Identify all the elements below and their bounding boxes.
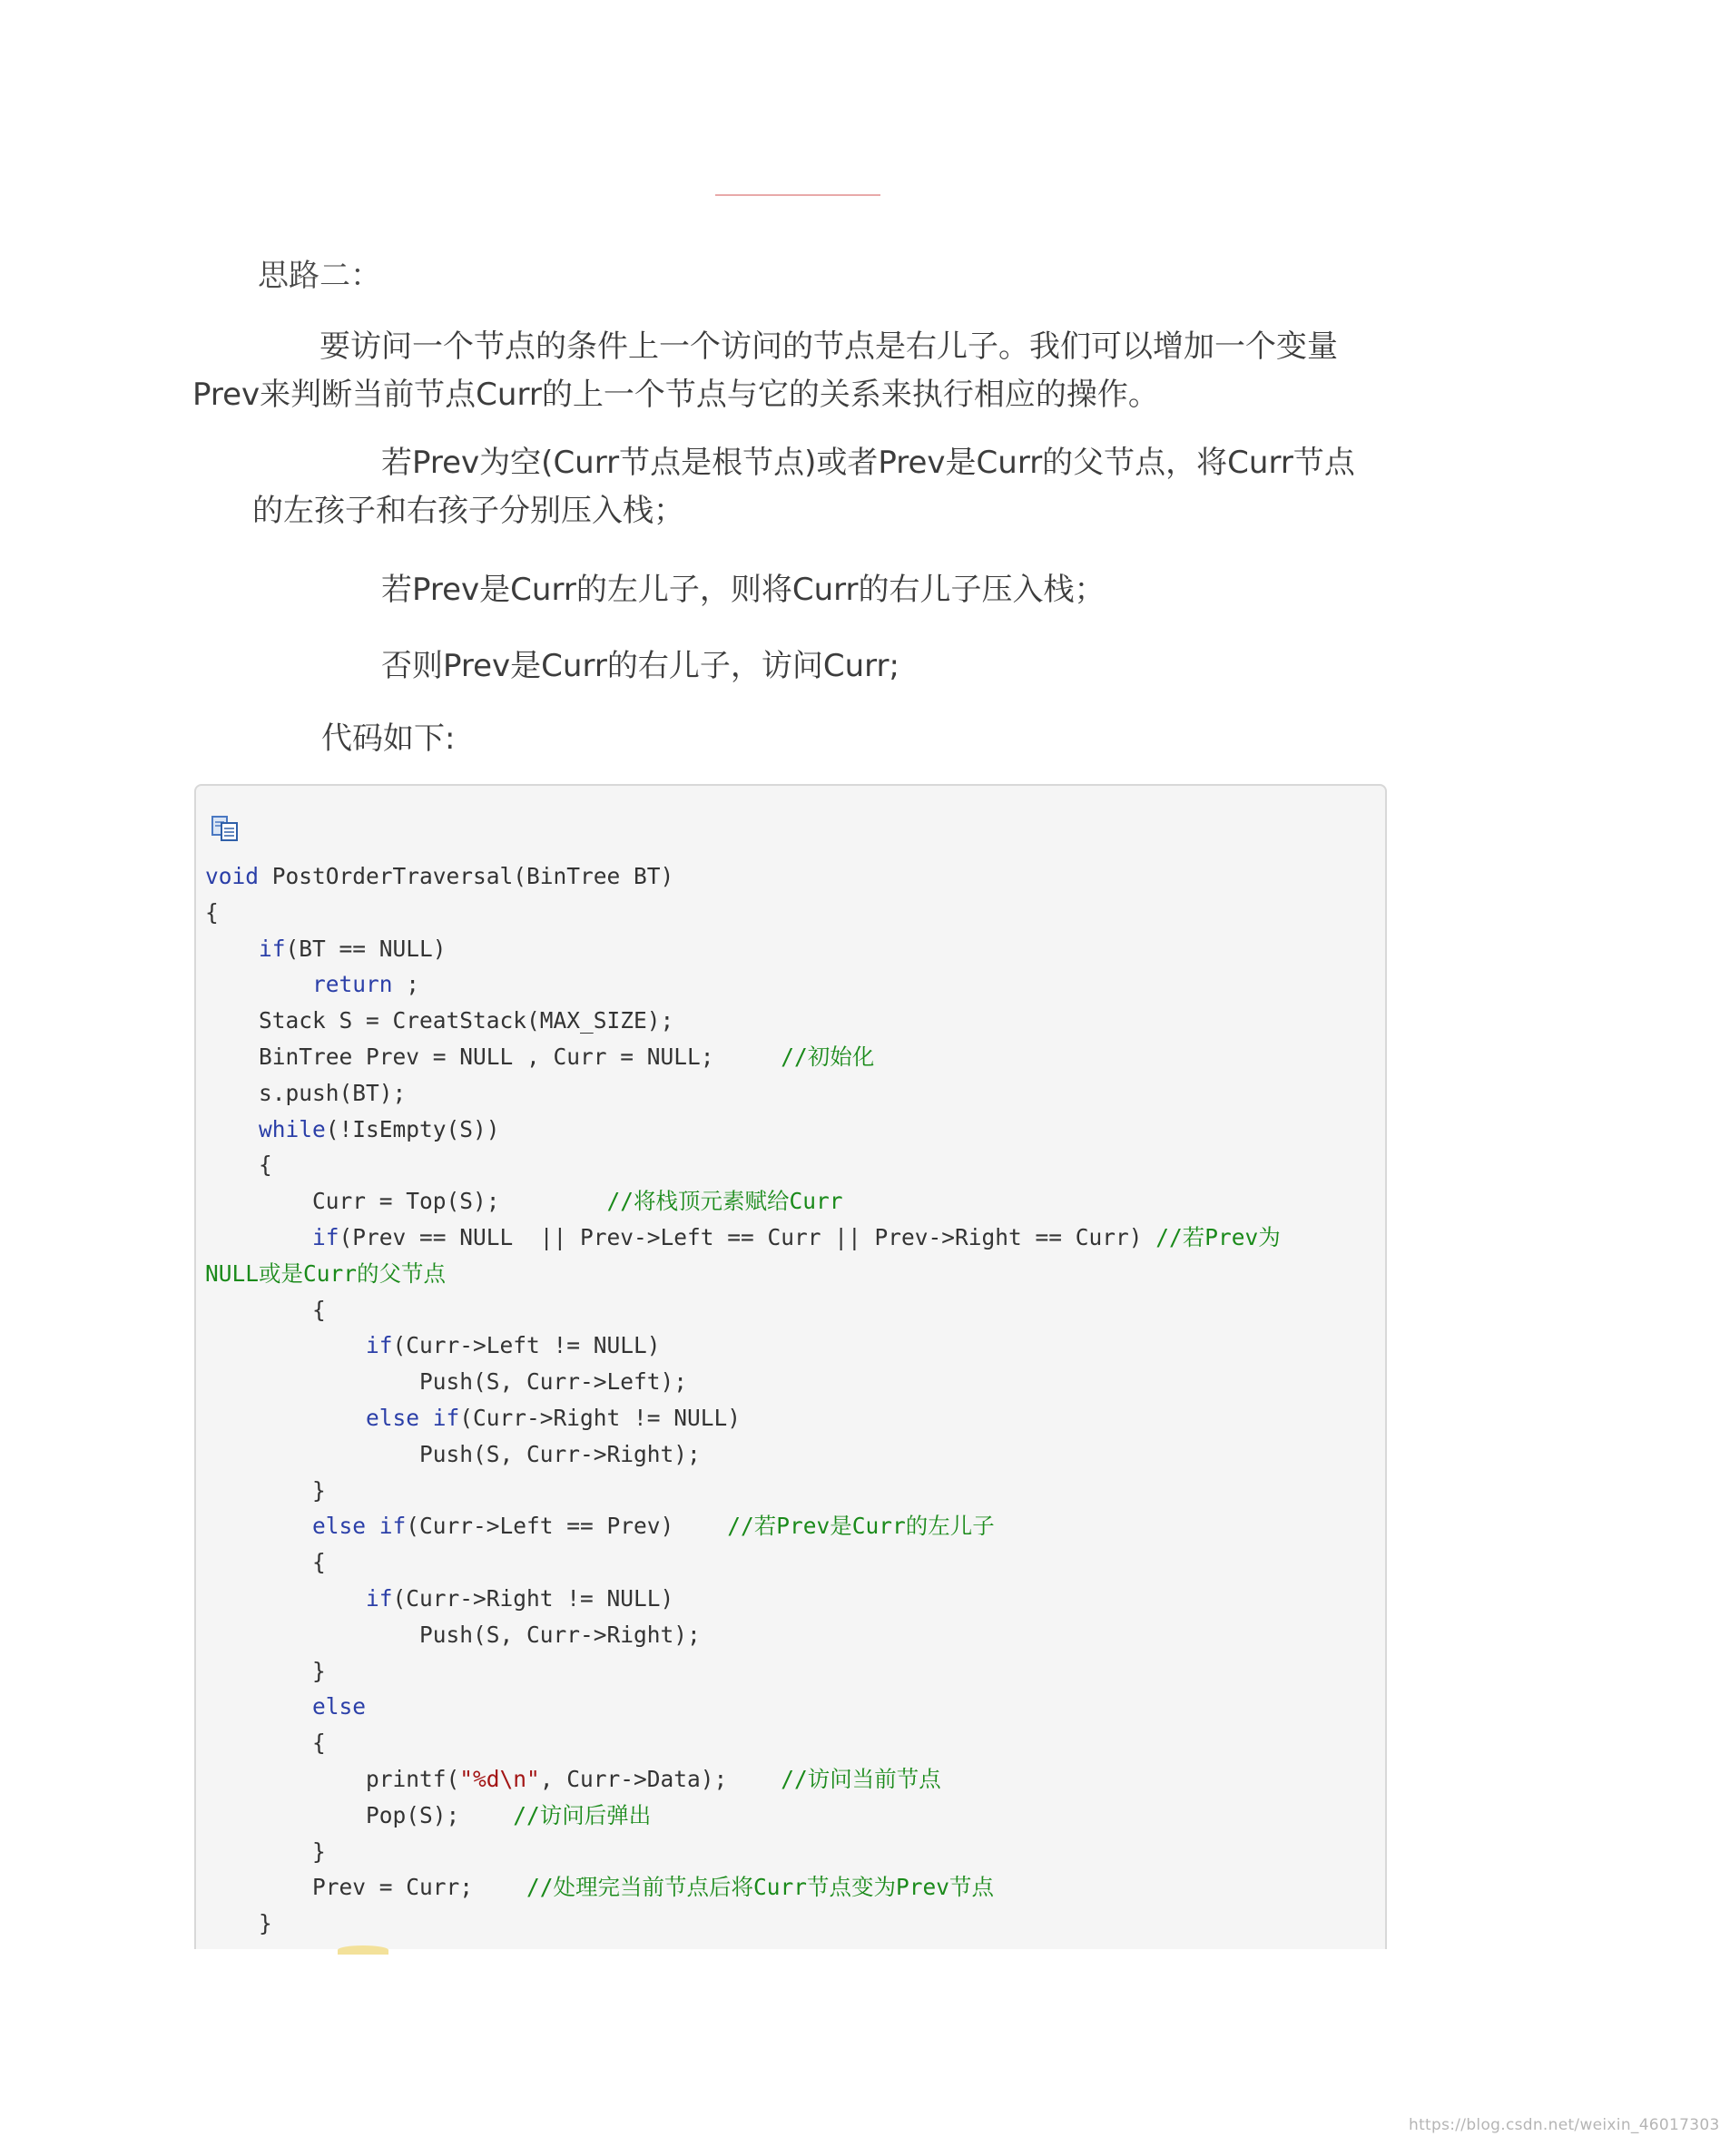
code-line: if(BT == NULL)	[259, 935, 447, 962]
code-line: Push(S, Curr->Right);	[205, 1440, 701, 1467]
code-line: BinTree Prev = NULL , Curr = NULL; //初始化	[205, 1043, 875, 1070]
code-line: if(Curr->Left != NULL)	[366, 1332, 661, 1359]
code-line: {	[205, 1296, 326, 1323]
code-line: NULL或是Curr的父节点	[205, 1259, 447, 1287]
watermark: https://blog.csdn.net/weixin_46017303	[1409, 2116, 1720, 2134]
code-line: else if(Curr->Right != NULL)	[366, 1404, 742, 1431]
code-line: }	[205, 1476, 326, 1504]
code-line: {	[205, 898, 219, 926]
code-line: if(Prev == NULL || Prev->Left == Curr || Prev->Right == Curr) //若Prev为	[312, 1223, 1281, 1250]
bullet-item: 否则Prev是Curr的右儿子，访问Curr;	[381, 648, 899, 684]
code-line: {	[205, 1730, 326, 1757]
code-line: s.push(BT);	[205, 1079, 407, 1106]
code-line: printf("%d\n", Curr->Data); //访问当前节点	[205, 1765, 941, 1792]
bullet-item: 若Prev为空(Curr节点是根节点)或者Prev是Curr的父节点，将Curr节点的左孩子和右孩子分别压入栈；	[252, 445, 1355, 529]
code-listing	[205, 858, 1281, 1942]
code-line: }	[205, 1657, 326, 1684]
code-line: Stack S = CreatStack(MAX_SIZE);	[205, 1007, 674, 1034]
code-line: void PostOrderTraversal(BinTree BT)	[205, 863, 674, 889]
code-line: }	[205, 1838, 326, 1865]
code-line: while(!IsEmpty(S))	[259, 1115, 500, 1142]
code-block	[194, 784, 1387, 1949]
highlight-mark	[338, 1945, 388, 1955]
code-line: else	[312, 1693, 367, 1720]
code-line: {	[205, 1152, 272, 1179]
code-intro: 代码如下:	[321, 720, 456, 757]
code-line: return ;	[312, 971, 420, 998]
top-divider	[715, 194, 880, 196]
copy-icon[interactable]	[211, 815, 240, 842]
code-line: Pop(S); //访问后弹出	[205, 1801, 652, 1828]
code-line: Prev = Curr; //处理完当前节点后将Curr节点变为Prev节点	[205, 1874, 995, 1901]
code-line: {	[205, 1549, 326, 1576]
code-line: Push(S, Curr->Left);	[205, 1368, 688, 1396]
section-heading: 思路二：	[258, 258, 381, 294]
code-line: Curr = Top(S); //将栈顶元素赋给Curr	[205, 1188, 843, 1215]
code-line: }	[205, 1910, 272, 1937]
code-line: if(Curr->Right != NULL)	[366, 1584, 674, 1612]
intro-paragraph: 要访问一个节点的条件上一个访问的节点是右儿子。我们可以增加一个变量Prev来判断当前节点Curr的上一个节点与它的关系来执行相应的操作。	[192, 328, 1338, 413]
bullet-item: 若Prev是Curr的左儿子，则将Curr的右儿子压入栈；	[381, 572, 1106, 608]
code-line: Push(S, Curr->Right);	[205, 1621, 701, 1648]
code-line: else if(Curr->Left == Prev) //若Prev是Curr的左儿子	[312, 1513, 995, 1540]
